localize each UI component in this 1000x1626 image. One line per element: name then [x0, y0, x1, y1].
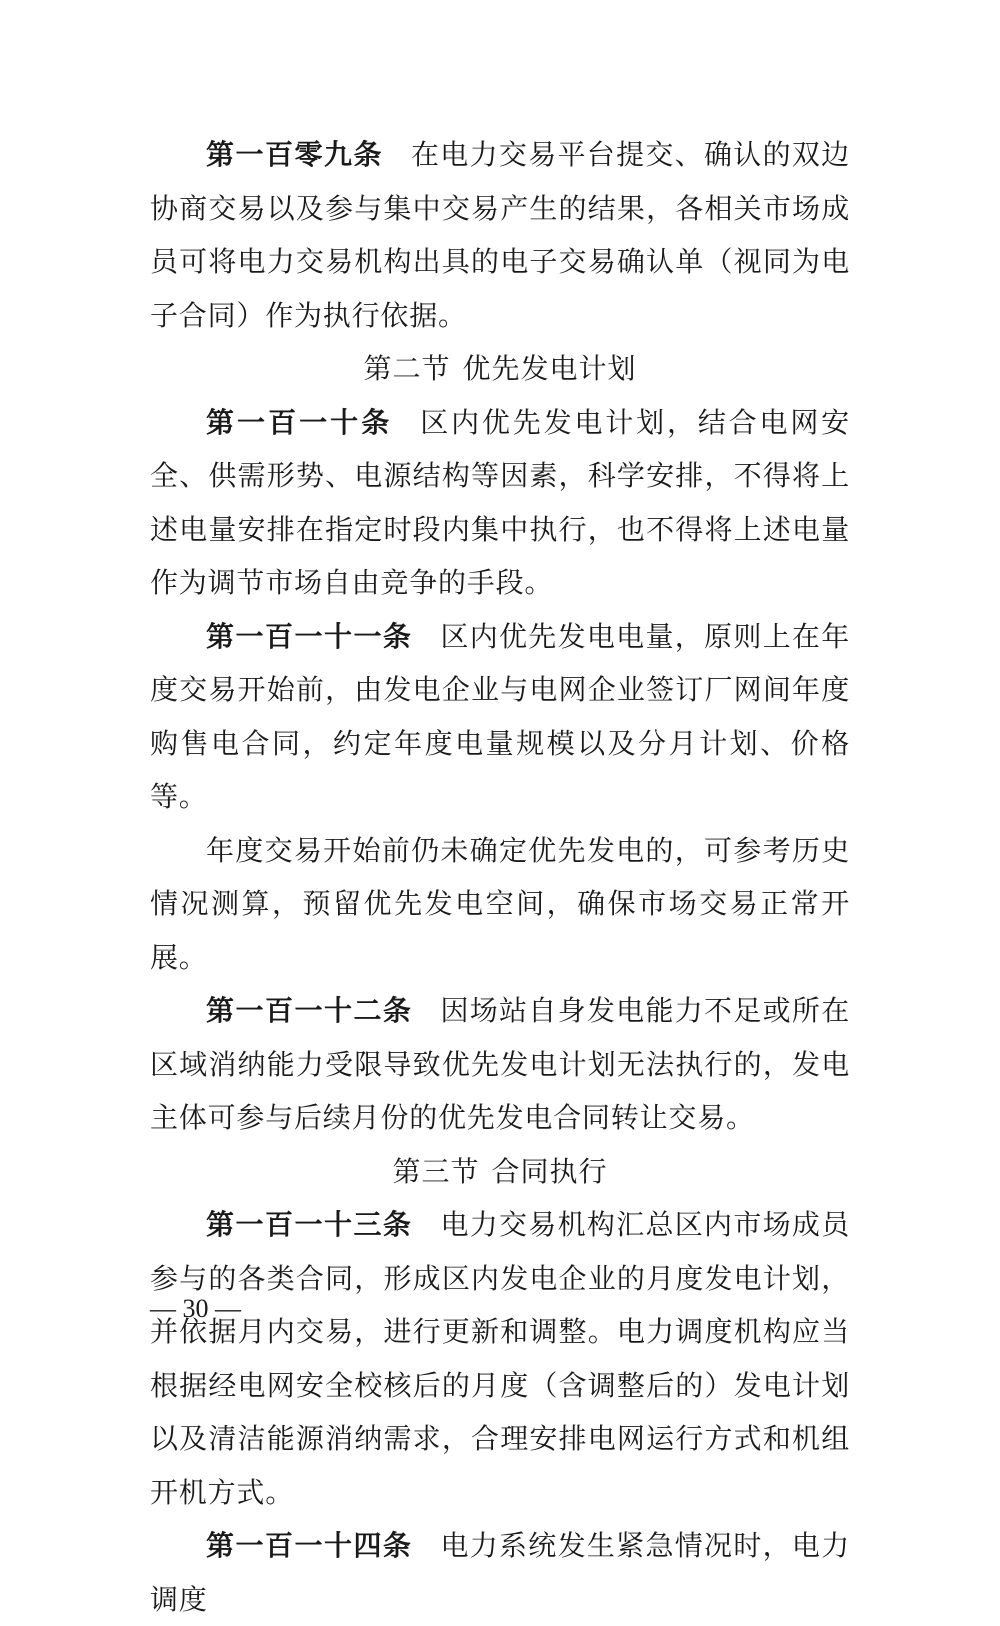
article-109 — [150, 128, 850, 342]
article-text: 电力系统发生紧急情况时，电力调度 — [150, 1529, 850, 1616]
article-label: 第一百一十条 — [206, 405, 393, 439]
article-113 — [150, 1198, 850, 1519]
article-label: 第一百一十一条 — [206, 619, 413, 653]
document-body — [150, 128, 850, 1626]
article-text: 电力交易机构汇总区内市场成员参与的各类合同，形成区内发电企业的月度发电计划，并依据月内交易，进行更新和调整。电力调度机构应当根据经电网安全校核后的月度（含调整后的）发电计划以及清洁能源消纳需求，合理安排电网运行方式和机组开机方式。 — [150, 1208, 850, 1509]
section-heading-3 — [150, 1145, 850, 1199]
section-title: 合同执行 — [491, 1154, 608, 1188]
section-title: 优先发电计划 — [462, 352, 637, 385]
article-text: 区内优先发电计划，结合电网安全、供需形势、电源结构等因素，科学安排，不得将上述电量安排在指定时段内集中执行，也不得将上述电量作为调节市场自由竞争的手段。 — [150, 405, 850, 599]
section-number: 第三节 — [392, 1154, 480, 1188]
article-label: 第一百零九条 — [206, 138, 383, 171]
article-111 — [150, 610, 850, 824]
article-110 — [150, 396, 850, 610]
section-number: 第二节 — [363, 352, 451, 385]
article-label: 第一百一十二条 — [206, 994, 413, 1027]
article-text: 区内优先发电电量，原则上在年度交易开始前，由发电企业与电网企业签订厂网间年度购售电合同，约定年度电量规模以及分月计划、价格等。 — [150, 619, 850, 813]
article-111-paragraph-2: 年度交易开始前仍未确定优先发电的，可参考历史情况测算，预留优先发电空间，确保市场交易正常开展。 — [150, 833, 850, 974]
article-label: 第一百一十三条 — [206, 1208, 413, 1241]
article-label: 第一百一十四条 — [206, 1529, 413, 1562]
article-112 — [150, 984, 850, 1145]
article-114 — [150, 1519, 850, 1626]
section-heading-2 — [150, 342, 850, 396]
page-number: — 30 — — [150, 1294, 241, 1323]
article-text: 在电力交易平台提交、确认的双边协商交易以及参与集中交易产生的结果，各相关市场成员可将电力交易机构出具的电子交易确认单（视同为电子合同）作为执行依据。 — [150, 138, 850, 332]
article-text: 因场站自身发电能力不足或所在区域消纳能力受限导致优先发电计划无法执行的，发电主体可参与后续月份的优先发电合同转让交易。 — [150, 994, 850, 1134]
